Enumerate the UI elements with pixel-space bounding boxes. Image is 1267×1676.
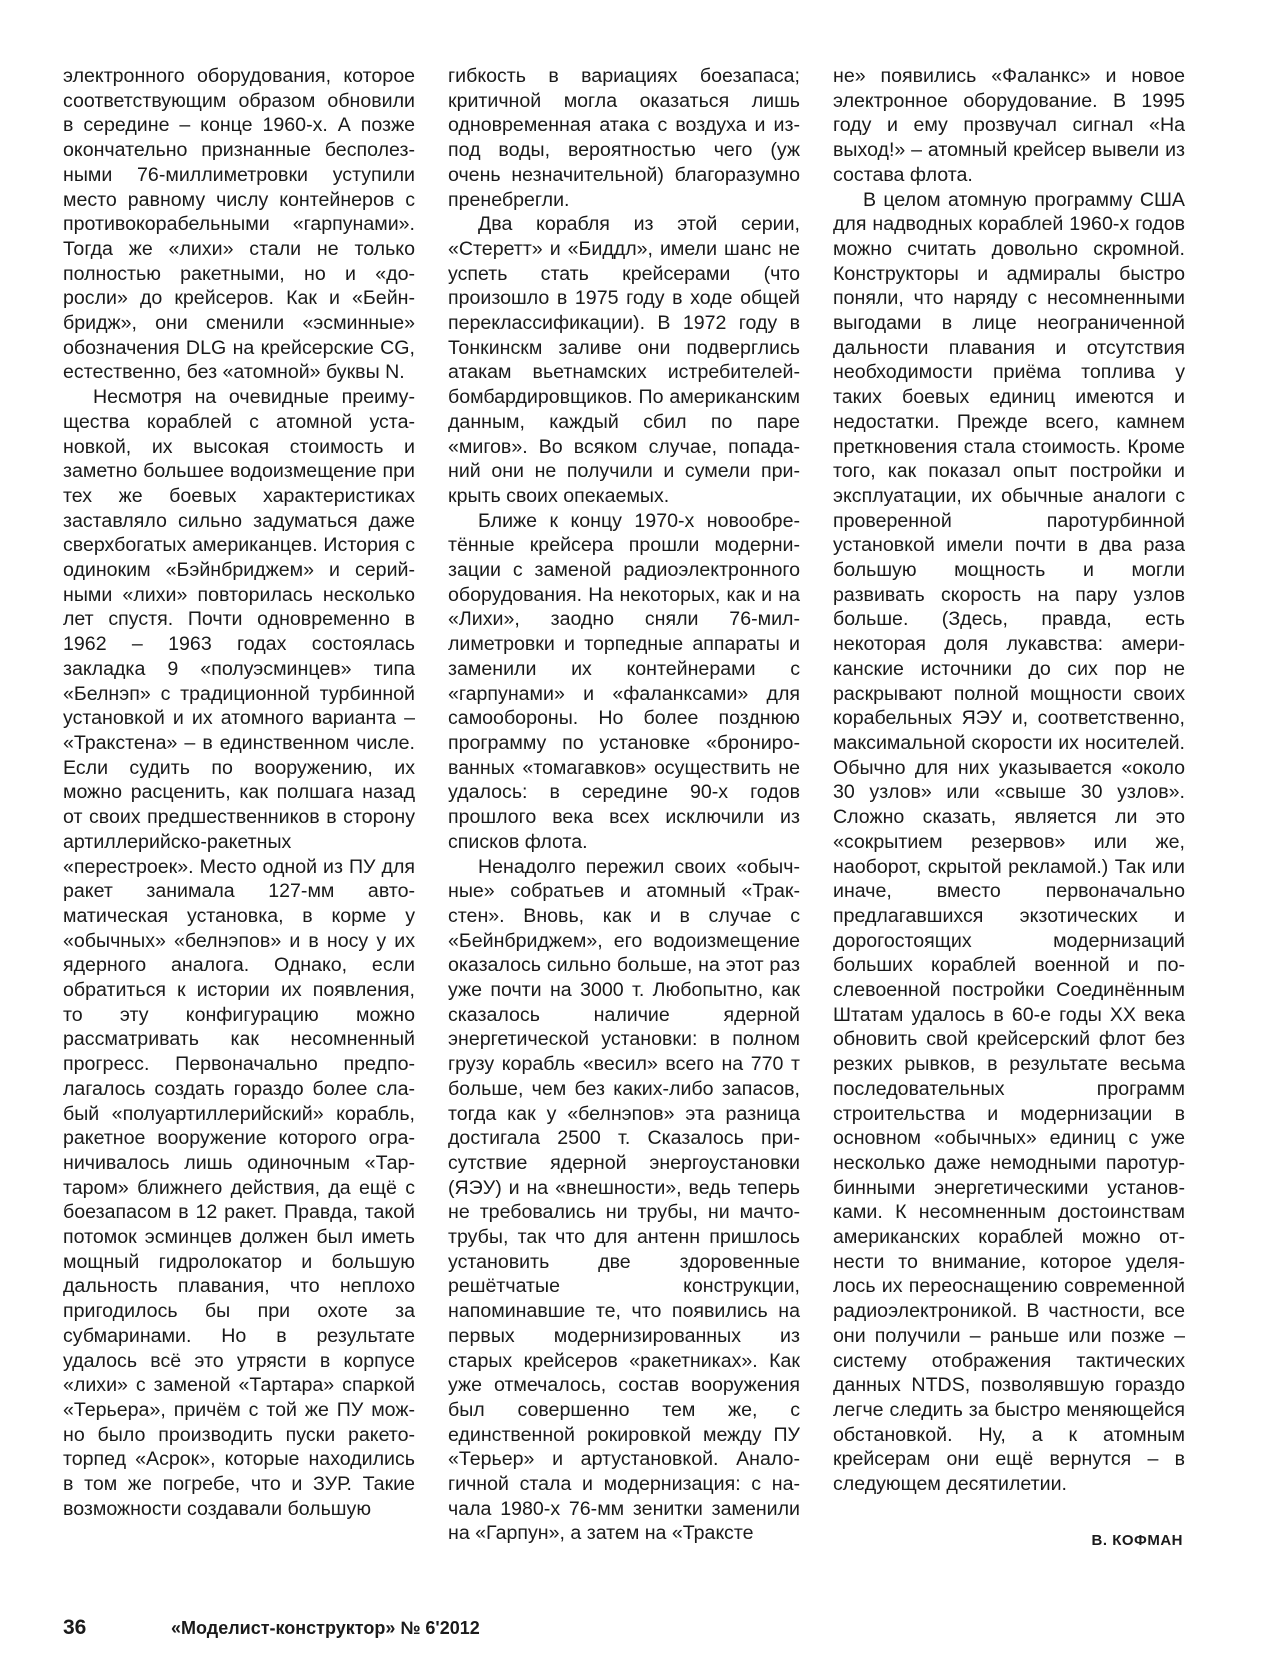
text-column-2 [448,64,800,1546]
paragraph: В целом атомную программу США для надводных кораблей 1960-х годов можно считать довольно скромной. Конструкторы и адмиралы быстро поняли, что наряду с несомненными выгодами в лице неограниченной дальности плавания и отсутствия необходимости приёма топлива у таких боевых единиц имеются и недостатки. Прежде всего, камнем преткновения стала стоимость. Кроме того, как показал опыт постройки и эксплуатации, их обычные аналоги с проверенной паротурбинной установкой имели почти в два раза большую мощность и могли развивать скорость на пару узлов больше. (Здесь, правда, есть некоторая доля лукавства: американские источники до сих пор не раскрывают полной мощности своих корабельных ЯЭУ и, соответственно, максимальной скорости их носителей. Обычно для них указывается «около 30 узлов» или «свыше 30 узлов». Сложно сказать, является ли это «сокрытием резервов» или же, наоборот, скрытой рекламой.) Так или иначе, вместо первоначально предлагавшихся экзотических и дорогостоящих модернизаций больших кораблей военной и послевоенной постройки Соединённым Штатам удалось в 60-е годы XX века обновить свой крейсерский флот без резких рывков, в результате весьма последовательных программ строительства и модернизации в основном «обычных» единиц с уже несколько даже немодными паротурбинными энергетическими установками. К несомненным достоинствам американских кораблей можно отнести то внимание, которое уделялось их переоснащению современной радиоэлектроникой. В частности, все они получили – раньше или позже – систему отображения тактических данных NTDS, позволявшую гораздо легче следить за быстро меняющейся обстановкой. Ну, а к атомным крейсерам они ещё вернутся – в следующем десятилетии. [833,188,1185,1496]
paragraph: гибкость в вариациях боезапаса; критичной могла оказаться лишь одновременная атака с воздуха и из-под воды, вероятностью чего (уж очень незначительной) благоразумно пренебрегли. [448,65,800,211]
text-column-3 [833,64,1185,1497]
paragraph: Ненадолго пережил своих «обычные» собратьев и атомный «Тракстен». Вновь, как и в случае с «Бейнбриджем», его водоизмещение оказалось сильно больше, на этот раз уже почти на 3000 т. Любопытно, как сказалось наличие ядерной энергетической установки: в полном грузу корабль «весил» всего на 770 т больше, чем без каких-либо запасов, тогда как у «белнэпов» эта разница достигала 2500 т. Сказалось присутствие ядерной энергоустановки (ЯЭУ) и на «внешности», ведь теперь не требовались ни трубы, ни мачто-трубы, так что для антенн пришлось установить две здоровенные решётчатые конструкции, напоминавшие те, что появились на первых модернизированных из старых крейсеров «ракетниках». Как уже отмечалось, состав вооружения был совершенно тем же, с единственной рокировкой между ПУ «Терьер» и артустановкой. Аналогичной стала и модернизация: с начала 1980-х 76-мм зенитки заменили на «Гарпун», а затем на «Тракcте [448,855,800,1545]
page-footer [63,1616,763,1640]
paragraph: электронного оборудования, которое соответствующим образом обновили в середине – конце 1960-х. А позже окончательно признанные бесполезными 76-миллиметровки уступили место равному числу контейнеров с противокорабельными «гарпунами». Тогда же «лихи» стали не только полностью ракетными, но и «доросли» до крейсеров. Как и «Бейнбридж», они сменили «эсминные» обозначения DLG на крейсерские CG, естественно, без «атомной» буквы N. [63,65,415,384]
text-column-1 [63,64,415,1521]
paragraph: Два корабля из этой серии, «Стеретт» и «Биддл», имели шанс не успеть стать крейсерами (что произошло в 1975 году в ходе общей переклассификации). В 1972 году в Тонкинскм заливе они подверглись атакам вьетнамских истребителей-бомбардировщиков. По американским данным, каждый сбил по паре «мигов». Во всяком случае, попаданий они не получили и сумели прикрыть своих опекаемых. [448,213,800,507]
paragraph: Ближе к концу 1970-х новообретённые крейсера прошли модернизации с заменой радиоэлектронного оборудования. На некоторых, как и на «Лихи», заодно сняли 76-миллиметровки и торпедные аппараты и заменили их контейнерами с «гарпунами» и «фаланксами» для самообороны. Но более позднюю программу по установке «бронированных «томагавков» осуществить не удалось: в середине 90-х годов прошлого века всех исключили из списков флота. [448,509,800,853]
magazine-issue: «Моделист-конструктор» № 6'2012 [171,1618,480,1638]
author-signature: В. КОФМАН [1091,1532,1183,1549]
page-number: 36 [63,1616,87,1639]
paragraph: не» появились «Фаланкс» и новое электронное оборудование. В 1995 году и ему прозвучал сигнал «На выход!» – атомный крейсер вывели из состава флота. [833,65,1185,186]
paragraph: Несмотря на очевидные преимущества кораблей с атомной установкой, их высокая стоимость и заметно большее водоизмещение при тех же боевых характеристиках заставляло сильно задуматься даже сверхбогатых американцев. История с одиноким «Бэйнбриджем» и серийными «лихи» повторилась несколько лет спустя. Почти одновременно в 1962 – 1963 годах состоялась закладка 9 «полуэсминцев» типа «Белнэп» с традиционной турбинной установкой и их атомного варианта – «Тракстена» – в единственном числе. Если судить по вооружению, их можно расценить, как полшага назад от своих предшественников в сторону артиллерийско-ракетных «перестроек». Место одной из ПУ для ракет занимала 127-мм автоматическая установка, в корме у «обычных» «белнэпов» и в носу у их ядерного аналога. Однако, если обратиться к истории их появления, то эту конфигурацию можно рассматривать как несомненный прогресс. Первоначально предполагалось создать гораздо более слабый «полуартиллерийский» корабль, ракетное вооружение которого ограничивалось лишь одиночным «Тартаром» ближнего действия, да ещё с боезапасом в 12 ракет. Правда, такой потомок эсминцев должен был иметь мощный гидролокатор и большую дальность плавания, что неплохо пригодилось бы при охоте за субмаринами. Но в результате удалось всё это утрясти в корпусе «лихи» с заменой «Тартара» спаркой «Терьера», причём с той же ПУ можно было производить пуски ракетоторпед «Асрок», которые находились в том же погребе, что и ЗУР. Такие возможности создавали большую [63,386,415,1520]
